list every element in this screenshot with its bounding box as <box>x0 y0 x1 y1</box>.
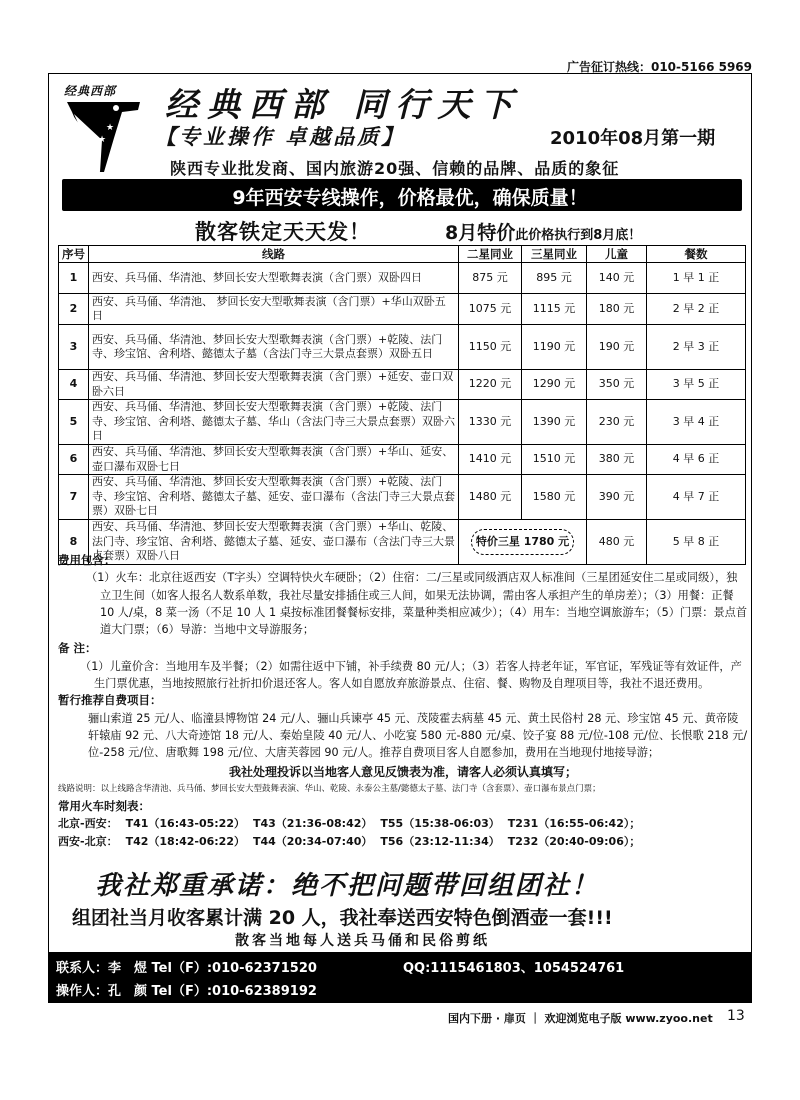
col-no: 序号 <box>59 246 89 263</box>
col-meals: 餐数 <box>647 246 746 263</box>
sub-slogan: 【专业操作 卓越品质】 <box>155 125 406 149</box>
row-two-star: 875 元 <box>459 263 522 294</box>
row-route: 西安、兵马俑、华清池、梦回长安大型歌舞表演（含门票）+华山、乾陵、法门寺、珍宝馆、舍利塔、懿德太子墓、延安、壶口瀑布（含法门寺三大景点套票）双卧八日 <box>89 520 459 565</box>
train-item: T231（16:55-06:42）； <box>507 817 641 831</box>
train-label: 西安-北京： <box>58 834 118 848</box>
row-meals: 4 早 6 正 <box>647 445 746 475</box>
footer-text: 国内下册 · 扉页 ｜ 欢迎浏览电子版 www.zyoo.net <box>448 1012 713 1025</box>
table-header-row <box>59 246 746 263</box>
contact-bar <box>48 952 752 1003</box>
notes-title: 备 注： <box>58 641 97 656</box>
row-meals: 3 早 5 正 <box>647 370 746 400</box>
col-three-star: 三星同业 <box>522 246 587 263</box>
row-no: 1 <box>59 263 89 294</box>
train-item: T44（20:34-07:40） <box>252 834 373 848</box>
row-route: 西安、兵马俑、华清池、梦回长安大型歌舞表演（含门票）+乾陵、法门寺、珍宝馆、舍利塔、懿德太子墓、华山（含法门寺三大景点套票）双卧六日 <box>89 400 459 445</box>
trains-title: 常用火车时刻表： <box>58 799 150 814</box>
fees-text: （1）火车：北京往返西安（T字头）空调特快火车硬卧；（2）住宿：二/三星或同级酒店双人标准间（三星团延安住二星或同级），独立卫生间（如客人报名人数系单数，我社尽量安排插住或三人间，如果无法协调，需由客人承担产生的单房差）；（3）用餐：正餐 10 人/桌，8 菜一汤（不足 10 人 1 桌按标准团餐餐标安排，菜量种类相应减少）；（4）用车：当地空调旅游车；（5）门票：景点首道大门票；（6）导游：当地中文导游服务； <box>86 571 748 637</box>
promise-headline: 我社郑重承诺：绝不把问题带回组团社！ <box>95 871 600 901</box>
row-three-star: 1290 元 <box>522 370 587 400</box>
gift-offer-2: 散客当地每人送兵马俑和民俗剪纸 <box>235 933 490 949</box>
row-three-star: 895 元 <box>522 263 587 294</box>
contact-qq: QQ:1115461803、1054524761 <box>403 961 625 976</box>
train-row-xa-bj <box>58 833 748 850</box>
row-meals: 2 早 2 正 <box>647 294 746 325</box>
row-meals: 2 早 3 正 <box>647 325 746 370</box>
row-route: 西安、兵马俑、华清池、梦回长安大型歌舞表演（含门票）+乾陵、法门寺、珍宝馆、舍利塔、懿德太子墓、延安、壶口瀑布（含法门寺三大景点套票）双卧七日 <box>89 475 459 520</box>
route-note: 线路说明：以上线路含华清池、兵马俑、梦回长安大型鼓舞表演、华山、乾陵、永泰公主墓/懿德太子墓、法门寺（含套票）、壶口瀑布景点门票； <box>58 783 601 794</box>
train-item: T42（18:42-06:22） <box>125 834 245 848</box>
row-child: 480 元 <box>587 520 647 565</box>
table-row <box>59 263 746 294</box>
table-row <box>59 325 746 370</box>
table-row <box>59 400 746 445</box>
svg-text:★: ★ <box>106 123 115 133</box>
row-no: 8 <box>59 520 89 565</box>
special-note: 此价格执行到8月底！ <box>515 228 642 243</box>
train-row-bj-xa <box>58 815 748 832</box>
row-no: 7 <box>59 475 89 520</box>
row-three-star: 1190 元 <box>522 325 587 370</box>
train-item: T43（21:36-08:42） <box>252 817 373 831</box>
headline-1: 9年西安专线操作，价格最优，确保质量！ <box>232 187 588 209</box>
row-three-star: 1115 元 <box>522 294 587 325</box>
row-child: 390 元 <box>587 475 647 520</box>
row-route: 西安、兵马俑、华清池、梦回长安大型歌舞表演（含门票）+华山、延安、壶口瀑布双卧七日 <box>89 445 459 475</box>
row-no: 4 <box>59 370 89 400</box>
logo-text: 经典西部 <box>64 84 117 98</box>
row-route: 西安、兵马俑、华清池、梦回长安大型歌舞表演（含门票）+延安、壶口双卧六日 <box>89 370 459 400</box>
row-child: 230 元 <box>587 400 647 445</box>
row-route: 西安、兵马俑、华清池、梦回长安大型歌舞表演（含门票）双卧四日 <box>89 263 459 294</box>
train-item: T56（23:12-11:34） <box>380 834 500 848</box>
train-item: T232（20:40-09:06）； <box>507 834 641 848</box>
svg-text:★: ★ <box>98 135 107 145</box>
row-two-star: 1150 元 <box>459 325 522 370</box>
fees-title: 费用包含： <box>58 553 116 567</box>
row-three-star: 1510 元 <box>522 445 587 475</box>
row-three-star: 1580 元 <box>522 475 587 520</box>
issue-date: 2010年08月第一期 <box>550 128 716 149</box>
row-meals: 5 早 8 正 <box>647 520 746 565</box>
details-section <box>58 552 748 850</box>
table-row <box>59 370 746 400</box>
optional-text: 骊山索道 25 元/人、临潼县博物馆 24 元/人、骊山兵谏亭 45 元、茂陵霍去病墓 45 元、黄土民俗村 28 元、珍宝馆 45 元、黄帝陵轩辕庙 92 元、八大奇迹馆 18 元/人、秦始皇陵 40 元/人、小吃宴 580 元-880 元/桌、饺子宴 88 元/位-108 元/位、长恨歌 218 元/位-258 元/位、唐歌舞 198 元/位、大唐芙蓉园 90 元/人。推荐自费项目客人自愿参加，费用在当地现付地接导游； <box>88 711 748 760</box>
ad-hotline: 广告征订热线：010-5166 5969 <box>566 60 752 74</box>
special-price-burst: 特价三星 1780 元 <box>471 529 574 556</box>
col-route: 线路 <box>89 246 459 263</box>
page-number: 13 <box>727 1008 745 1024</box>
table-row <box>59 475 746 520</box>
train-item: T55（15:38-06:03） <box>380 817 500 831</box>
row-no: 3 <box>59 325 89 370</box>
notes-text: （1）儿童价含：当地用车及半餐；（2）如需往返中下铺，补手续费 80 元/人；（3）若客人持老年证，军官证，军残证等有效证件，产生门票优惠，当地按照旅行社折扣价退还客人。客人如自愿放弃旅游景点、住宿、餐、购物及自理项目等，我社不退还费用。 <box>80 659 742 691</box>
row-no: 6 <box>59 445 89 475</box>
row-meals: 3 早 4 正 <box>647 400 746 445</box>
operator-person: 操作人：孔 颜 Tel（F）:010-62389192 <box>56 984 317 999</box>
row-route: 西安、兵马俑、华清池、梦回长安大型歌舞表演（含门票）+乾陵、法门寺、珍宝馆、舍利塔、懿德太子墓（含法门寺三大景点套票）双卧五日 <box>89 325 459 370</box>
complaint-note: 我社处理投诉以当地客人意见反馈表为准，请客人必须认真填写； <box>228 764 577 779</box>
train-item: T41（16:43-05:22） <box>125 817 245 831</box>
row-three-star: 1390 元 <box>522 400 587 445</box>
row-two-star: 1410 元 <box>459 445 522 475</box>
col-child: 儿童 <box>587 246 647 263</box>
col-two-star: 二星同业 <box>459 246 522 263</box>
row-no: 5 <box>59 400 89 445</box>
headline-2: 散客铁定天天发！ <box>195 220 371 244</box>
row-child: 380 元 <box>587 445 647 475</box>
row-route: 西安、兵马俑、华清池、 梦回长安大型歌舞表演（含门票）+华山双卧五日 <box>89 294 459 325</box>
row-two-star: 1480 元 <box>459 475 522 520</box>
row-no: 2 <box>59 294 89 325</box>
row-child: 140 元 <box>587 263 647 294</box>
contact-person: 联系人：李 煜 Tel（F）:010-62371520 <box>56 961 317 976</box>
table-row <box>59 294 746 325</box>
row-two-star: 1075 元 <box>459 294 522 325</box>
slogan: 经典西部 同行天下 <box>165 85 522 124</box>
route-price-table <box>58 245 746 565</box>
row-child: 180 元 <box>587 294 647 325</box>
row-child: 350 元 <box>587 370 647 400</box>
train-label: 北京-西安： <box>58 817 118 831</box>
row-child: 190 元 <box>587 325 647 370</box>
row-two-star: 1220 元 <box>459 370 522 400</box>
row-two-star: 1330 元 <box>459 400 522 445</box>
optional-title: 暂行推荐自费项目： <box>58 693 162 708</box>
tagline: 陕西专业批发商、国内旅游20强、信赖的品牌、品质的象征 <box>170 159 620 178</box>
row-meals: 4 早 7 正 <box>647 475 746 520</box>
special-main: 8月特价 <box>445 222 516 244</box>
row-meals: 1 早 1 正 <box>647 263 746 294</box>
table-row <box>59 445 746 475</box>
special-price-title <box>445 218 641 245</box>
gift-offer: 组团社当月收客累计满 20 人，我社奉送西安特色倒酒壶一套!!! <box>72 907 613 929</box>
